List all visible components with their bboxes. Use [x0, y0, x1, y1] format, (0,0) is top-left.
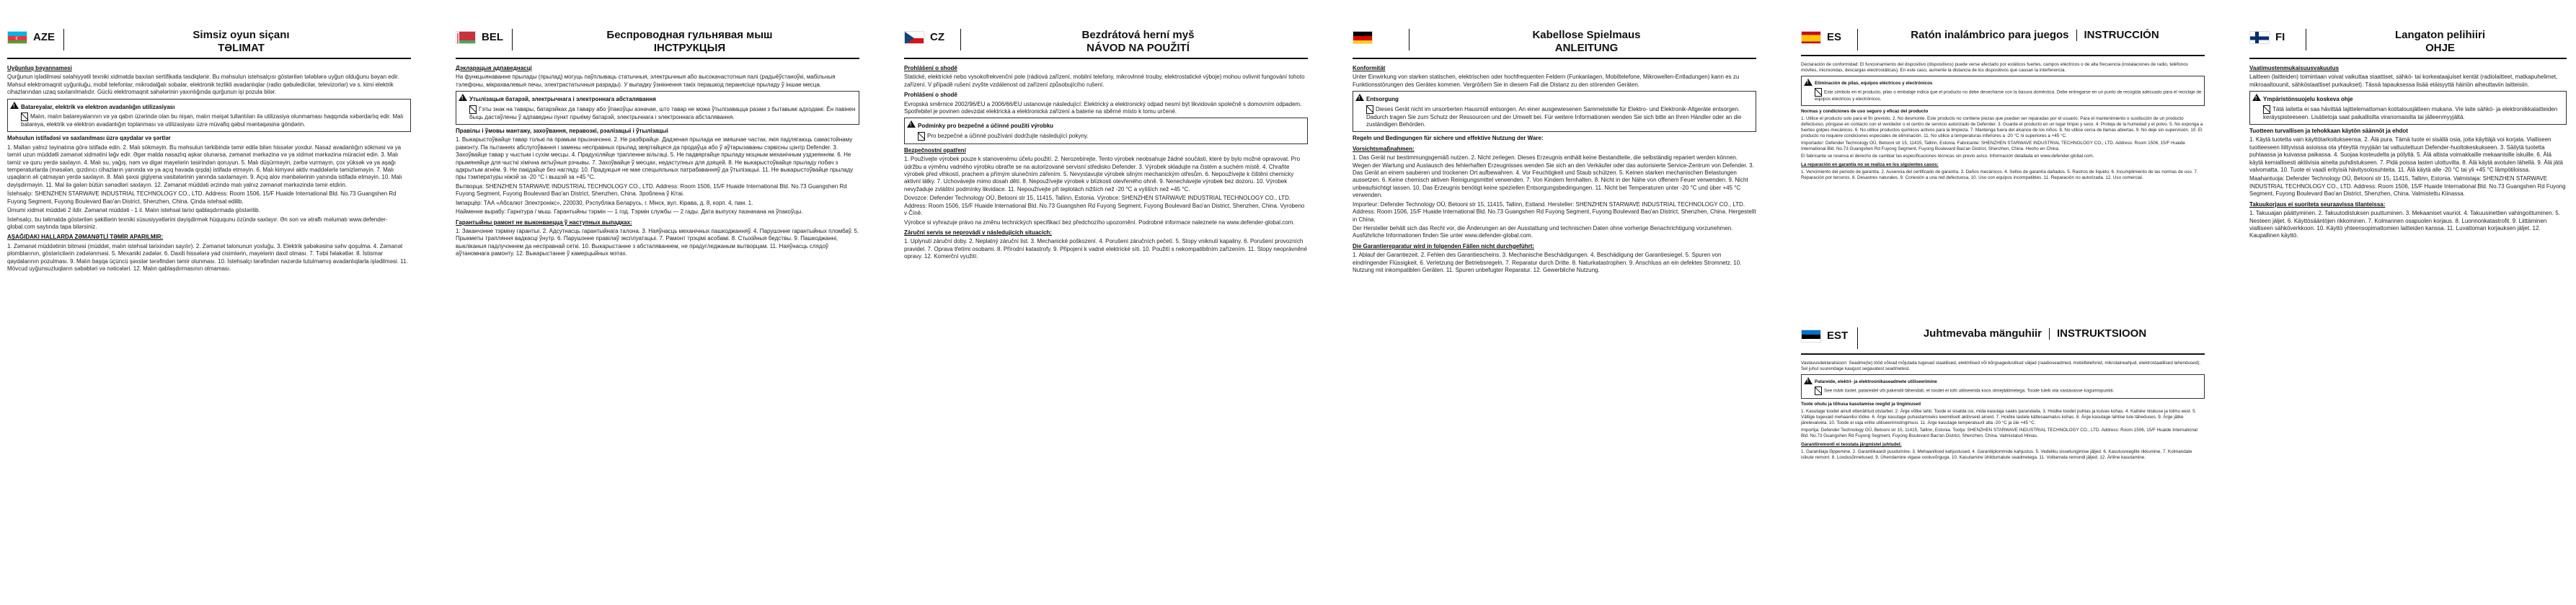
paragraph: Importeur: Defender Technology OÜ, Betooni str 15, 11415, Tallinn, Estland. Hersteller: SHENZHEN STARWAVE INDUSTRIAL TECHNOLOGY CO., LTD. Address: Room 1506, 15/F Huaide International Bld. No.73 Guangshen Rd Fuyong Segment, Fuyong Boulevard Bao'an District, Shenzhen, China. Hergestellt in China.: [1353, 200, 1756, 223]
paragraph: Laitteen (laitteiden) toimintaan voivat vaikuttaa staattiset, sähkö- tai korkeataajuiset kentät (radiolaitteet, matkapuhelimet, mikroaaltouunit, sähköstaattiset purkaukset). Tässä tapauksessa lisää etäisyyttä häiriön aiheuttaviin laitteisiin.: [2249, 74, 2558, 88]
subheading: Die Garantiereparatur wird in folgenden Fällen nicht durchgeführt:: [1353, 242, 1535, 249]
warning-text: [918, 132, 1305, 141]
section-bel: [456, 29, 859, 599]
paragraph: Імпарцёр: ТАА «Абсалют Электронікс», 220030, Рэспубліка Беларусь, г. Мінск, вул. Кірава, д. 8, корп. 4, пам. 1.: [456, 199, 753, 206]
paragraph: Maahantuoja: Defender Technology OÜ, Betooni str 15, 11415, Tallinn, Estonia. Valmistaja: SHENZHEN STARWAVE INDUSTRIAL TECHNOLOGY CO., LTD. Address: Room 1506, 15/F Huaide International Bld. No.73 Guangshen Rd Fuyong Segment, Fuyong Boulevard Bao'an District, Shenzhen, China. Valmistettu Kiinassa.: [2249, 175, 2566, 198]
warning-icon: [907, 120, 916, 128]
crossed-bin-icon: [21, 112, 28, 121]
paragraph: 1. Выкарыстоўвайце тавар толькі па прамым прызначэнні. 2. Не разбірайце. Дадзеная прылада не змяшчае частак, якія падлягаюць самастойнаму рамонту. Па пытаннях абслугоўвання і замены несправных прылад звяртайцеся да продаўца або ў аўтарызаваны сэрвісны цэнтр Defender. 3. Захоўвайце тавар у чыстым і сухім месцы. 4. Прадухіляйце трапленне вільгаці. 5. Не падвяргайце прыладу моцным механічным уздзеянням. 6. Не прымяняйце для чысткі хімічна актыўныя рэчывы. 7. Захоўвайце ў месцах, недаступных для дзяцей. 8. Не выкарыстоўвайце прыладу побач з адкрытым агнём. 9. Не пакідайце без нагляду. 10. Прадукцыя не мае спецыяльных патрабаванняў да ўтылізацыі. 11. Не выкарыстоўвайце прыладу пры тэмпературы ніжэй за -20 °C і вышэй за +45 °C.: [456, 136, 854, 181]
paragraph: Der Hersteller behält sich das Recht vor, die Änderungen an der Ausstattung und technischen Daten ohne vorherige Benachrichtigung vorzunehmen. Ausführliche Informationen finden Sie unter www.defender-global.com.: [1353, 224, 1733, 239]
language-code: EST: [1827, 330, 1849, 342]
warning-text: [469, 105, 857, 121]
paragraph: 1. Utilice el producto solo para el fin previsto. 2. No desmonte. Este producto no contiene piezas que puedan ser reparadas por el usuario. Para el mantenimiento o sustitución de un producto defectuoso, póngase en contacto con el vendedor o el centro de servicio autorizado de Defender. 3. Guarde el producto en un lugar limpio y seco. 4. Proteja de la humedad y el polvo. 5. No exponga a fuertes golpes mecánicos. 6. No utilice productos químicos activos para la limpieza. 7. Mantenga fuera del alcance de los niños. 8. No utilice cerca de llamas abiertas. 9. No deje sin supervisión. 10. El producto no requiere condiciones especiales de eliminación. 11. No utilice a temperaturas inferiores a -20 °C ni superiores a +45 °C.: [1801, 116, 2203, 138]
paragraph: 1. Uplynutí záruční doby. 2. Neplatný záruční list. 3. Mechanické poškození. 4. Porušení záručních pečetí. 5. Stopy vniknutí kapaliny. 6. Porušení provozních pravidel. 7. Oprava třetími osobami. 8. Přírodní katastrofy. 9. Připojení k vadné elektrické síti. 10. Použití s nekompatibilním zařízením. 11. Stopy neoprávněné opravy. 12. Komerční využití.: [904, 238, 1308, 260]
paragraph: Vastavusdeklaratsioon: Seadme(te) tööd võivad mõjutada tugevad staatilised, elektrilised või kõrgsageduslikud väljad (raadioseadmed, mobiiltelefonid, mikrolaineahjud, elektrostaatilised lahendused). Sel juhul suurendage kaugust segavatest seadmetest.: [1801, 361, 2200, 371]
warning-heading: Утылізацыя батарэй, электрычнага і электроннага абсталявання: [469, 96, 656, 103]
warning-box: [1353, 91, 1756, 132]
spain-flag-icon: [1801, 31, 1821, 44]
subheading: Bezpečnostní opatření: [904, 146, 966, 154]
paragraph: 1. Das Gerät nur bestimmungsgemäß nutzen. 2. Nicht zerlegen. Dieses Erzeugnis enthält keine Bestandteile, die selbständig repariert werden können. Wegen der Wartung und Austausch des fehlerhaften Erzeugnisses wenden Sie sich an den Verkäufer oder das autorisierte Service-Zentrum von Defender. 3. Das Gerät an einem sauberen und trockenen Ort aufbewahren. 4. Vor Feuchtigkeit und Staub schützen. 5. Keinen starken mechanischen Belastungen aussetzen. 6. Keine chemisch aktiven Reinigungsmittel verwenden. 7. Von Kindern fernhalten. 8. Nicht in der Nähe von offenem Feuer verwenden. 9. Nicht unbeaufsichtigt lassen. 10. Das Erzeugnis benötigt keine speziellen Entsorgungsbedingungen. 11. Nicht bei Temperaturen unter -20 °C und über +45 °C verwenden.: [1353, 154, 1754, 199]
warning-text-content: Гэты знак на тавары, батарэйках да тавару або ўпакоўцы азначае, што тавар не можа ўтылізавацца разам з бытавымі адходамі. Ён павінен быць дастаўлены ў адпаведны пункт прыёму батарэй, электрычнага і электроннага абсталявання.: [469, 105, 856, 120]
paragraph: İstehsalçı, bu təlimatda göstərilən şəkillərin texniki xüsusiyyətlərini dəyişdirmək hüququnu özündə saxlayır. Ən son və ətraflı məlumatı www.defender-global.com saytında tapa bilərsiniz.: [7, 216, 388, 230]
section-header: [2249, 29, 2567, 59]
warning-box: [1801, 374, 2205, 399]
subheading: Дэкларацыя адпаведнасці: [456, 65, 532, 71]
subheading: Takuukorjaus ei suoriteta seuraavissa tilanteissa:: [2249, 200, 2386, 208]
warning-icon: [459, 94, 467, 101]
section-cz: [904, 29, 1308, 599]
paragraph: Statické, elektrické nebo vysokofrekvenční pole (rádiová zařízení, mobilní telefony, mikrovlnné trouby, elektrostatické výboje) mohou ovlivnit fungování tohoto zařízení. V případě rušení zvyšte vzdálenost od zařízení způsobujícího rušení.: [904, 74, 1305, 88]
warning-box: [456, 91, 859, 125]
warning-text: [1366, 105, 1753, 129]
subheading: AŞAĞIDAKI HALLARDA ZƏMANƏTLİ TƏMİR APARILMIR:: [7, 234, 164, 241]
crossed-bin-icon: [469, 105, 477, 114]
paragraph: 1. Ablauf der Garantiezeit. 2. Fehlen des Garantiescheins. 3. Mechanische Beschädigungen. 4. Beschädigung der Garantiesiegel. 5. Spuren von eindringender Flüssigkeit. 6. Verletzung der Betriebsregeln. 7. Reparatur durch Dritte. 8. Naturkatastrophen. 9. Anschluss an ein defektes Stromnetz. 10. Nutzung mit inkompatiblen Geräten. 11. Spuren unbefugter Reparatur. 12. Gewerbliche Nutzung.: [1353, 252, 1742, 273]
paragraph: Importador: Defender Technology OÜ, Betooni str 15, 11415, Tallinn, Estonia. Fabricante: SHENZHEN STARWAVE INDUSTRIAL TECHNOLOGY CO., LTD. Address: Room 1506, 15/F Huaide International Bld. No.73 Guangshen Rd Fuyong Segment, Fuyong Boulevard Bao'an District, Shenzhen, China. Hecho en China.: [1801, 141, 2185, 151]
section-body: [7, 65, 411, 273]
subheading: Toote ohutu ja tõhusa kasutamise reeglid ja tingimused: [1801, 402, 1921, 407]
language-code: AZE: [33, 31, 55, 43]
warning-heading: Podmínky pro bezpečné a účinné použití výrobku: [918, 123, 1054, 130]
paragraph: Qurğunun işlədilməsi səlahiyyətli texniki xidmətdə baxılan sertifikatla təsdiqlənir. Bu məhsulun istehsalçısı göstərilən tələblərə uyğun olduğunu bəyan edir. Məhsul elektromaqnit uyğunluğu, mobil telefonlar, mikrodalğalı sobalar, elektronik tezlikli avadanlıqlar (radio qəbuledicilər, televizorlar) və s. kimi elektrik cihazlarından uzaq saxlanılmalıdır. Güclü elektromaqnit sahələrinin yaxınlığında qurğunun işi pozula bilər.: [7, 74, 399, 96]
subheading: Məhsulun istifadəsi və saxlanılması üzrə qaydalar və şərtlər: [7, 135, 171, 142]
header-divider: [960, 29, 961, 50]
warning-text-content: Malın, malın batareyalarının və ya qabın üzərində olan bu nişan, malın məişət tullantıları ilə utilizasiya olunmaması haqqında xəbərdarlıq edir. Malı batareya, elektrik və elektron avadanlığın toplanması və utilizasiyası üzrə müvafiq qəbul məntəqəsinə göndərin.: [21, 113, 404, 128]
warning-icon: [1804, 377, 1813, 384]
subheading: Prohlášení o shodě: [904, 92, 957, 99]
instruction-title: ІНСТРУКЦЫЯ: [653, 42, 726, 54]
section-header: [456, 29, 859, 59]
section-body: [456, 65, 859, 258]
warning-box: [7, 99, 411, 133]
header-divider: [63, 29, 64, 50]
paragraph: Dovozce: Defender Technology OÜ, Betooni str 15, 11415, Tallinn, Estonia. Výrobce: SHENZHEN STARWAVE INDUSTRIAL TECHNOLOGY CO., LTD. Address: Room 1506, 15/F Huaide International Bld. No.73 Guangshen Rd Fuyong Segment, Fuyong Boulevard Bao'an District, Shenzhen, China. Vyrobeno v Číně.: [904, 195, 1305, 217]
subheading: Vorsichtsmaßnahmen:: [1353, 145, 1415, 152]
paragraph: 1. Používejte výrobek pouze k stanovenému účelu použití. 2. Nerozebírejte. Tento výrobek neobsahuje žádné součásti, které by bylo možné opravovat. Pro údržbu a výměnu vadného výrobku obraťte se na autorizované servisní středisko Defender. 3. Výrobek skladujte na čistém a suchém místě. 4. Chraňte výrobek před vlhkostí, prachem a přímým slunečním zářením. 5. Nevystavujte výrobek silným mechanickým otřesům. 6. Nepoužívejte k čištění chemicky aktivní látky. 7. Uchovávejte mimo dosah dětí. 8. Nepoužívejte výrobek v blízkosti otevřeného ohně. 9. Nenechávejte výrobek bez dozoru. 10. Výrobek nevyžaduje zvláštní podmínky likvidace. 11. Nepoužívejte při teplotách nižších než -20 °C a vyšších než +45 °C.: [904, 156, 1301, 193]
language-code: BEL: [482, 31, 503, 43]
paragraph: 1. Vencimiento del periodo de garantía. 2. Ausencia del certificado de garantía. 3. Daños mecánicos. 4. Sellos de garantía dañados. 5. Rastros de líquido. 6. Incumplimiento de las normas de uso. 7. Reparación por terceros. 8. Desastres naturales. 9. Conexión a una red defectuosa. 10. Uso con equipos incompatibles. 11. Reparación no autorizada. 12. Uso comercial.: [1801, 169, 2198, 180]
section-header: [1801, 327, 2205, 355]
paragraph: 1. Garantiiaja lõppemine. 2. Garantiikaardi puudumine. 3. Mehaanilised kahjustused. 4. Garantiiplommide kahjustus. 5. Vedeliku sissetungimise jäljed. 6. Kasutusreeglite rikkumine. 7. Kolmandate isikute remont. 8. Loodusõnnetused. 9. Ühendamine vigase vooluvõrguga. 10. Kasutamine ühildumatute seadmetega. 11. Volitamata remondi jäljed. 12. Äriline kasutamine.: [1801, 449, 2192, 460]
paragraph: Найменне вырабу: Гарнітура / мыш. Гарантыйны тэрмін — 1 год. Тэрмін службы — 2 гады. Дата выпуску пазначана на ўпакоўцы.: [456, 208, 803, 216]
subheading: Regeln und Bedingungen für sichere und effektive Nutzung der Ware:: [1353, 135, 1544, 142]
section-body: [2249, 65, 2567, 240]
warning-heading: Entsorgung: [1366, 96, 1399, 103]
section-header: [7, 29, 411, 59]
warning-heading: Batareyalar, elektrik və elektron avadanlığın utilizasiyası: [21, 103, 175, 110]
product-title: Bezdrátová herní myš: [1081, 29, 1195, 41]
paragraph: 1. Takuuajan päättyminen. 2. Takuutodistuksen puuttuminen. 3. Mekaaniset vauriot. 4. Takuusinettien vahingoittuminen. 5. Nesteen jäljet. 6. Käyttösääntöjen rikkominen. 7. Kolmannen osapuolen korjaus. 8. Luonnonkatastrofit. 9. Liittäminen vialliseen sähköverkkoon. 10. Käyttö yhteensopimattomien laitteiden kanssa. 11. Luvattoman korjauksen jäljet. 12. Kaupallinen käyttö.: [2249, 210, 2560, 239]
paragraph: Ümumi xidmət müddəti 2 ildir. Zəmanət müddəti - 1 il. Malın istehsal tarixi qablaşdırmada göstərilib.: [7, 207, 260, 214]
subheading: Tuotteen turvallisen ja tehokkaan käytön säännöt ja ehdot: [2249, 128, 2408, 135]
column-es-est: [1801, 29, 2205, 599]
subheading: Vaatimustenmukaisuusvakuutus: [2249, 65, 2340, 71]
belarus-flag-icon: [456, 31, 476, 44]
product-title: Ratón inalámbrico para juegos: [1911, 29, 2069, 41]
section-est: [1801, 327, 2205, 594]
germany-flag-icon: [1353, 31, 1373, 44]
section-header: [1801, 29, 2205, 56]
warning-text-content: Pro bezpečné a účinné používání dodržujte následující pokyny.: [927, 132, 1089, 139]
paragraph: На функцыянаванне прылады (прылад) могуць паўплываць статычныя, электрычныя або высокачастотныя палі (радыёўстаноўкі, мабільныя тэлефоны, мікрахвалевыя печы, электрастатычныя разрады). У выпадку ўзнікнення такіх перашкод перанясіце прыладу ў іншае месца.: [456, 74, 836, 88]
warning-icon: [10, 102, 19, 109]
warning-box: [904, 118, 1308, 143]
paragraph: 1. Käytä tuotetta vain käyttötarkoitukseensa. 2. Älä pura. Tämä tuote ei sisällä osia, joita käyttäjä voi korjata. Vialliseen tuotteeseen liittyvissä asioissa ota yhteyttä myyjään tai valtuutettuun Defender-huoltokeskukseen. 3. Säilytä tuotetta puhtaassa ja kuivassa paikassa. 4. Suojaa kosteudelta ja pölyltä. 5. Älä altista voimakkaille mekaanisille iskuille. 6. Älä käytä kemiallisesti aktiivisia aineita puhdistukseen. 7. Pidä poissa lasten ulottuvilta. 8. Älä käytä avotulen lähellä. 9. Älä jätä valvomatta. 10. Tuote ei vaadi erityisiä hävitysolosuhteita. 11. Älä käytä alle -20 °C tai yli +45 °C lämpötiloissa.: [2249, 136, 2563, 174]
warning-text-content: Tätä laitetta ei saa hävittää lajittelemattoman kotitalousjätteen mukana. Vie laite sähkö- ja elektroniikkalaitteiden keräyspisteeseen. Lisätietoja saat paikallisilta viranomaisilta tai jälleenmyyjältä.: [2263, 105, 2558, 120]
warning-text-content: See märk tootel, patareidel või pakendil tähendab, et toodet ei tohi utiliseerida koos olmejäätmetega. Toode tuleb viia vastavasse kogumispunkti.: [1824, 388, 2115, 394]
section-es: [1801, 29, 2205, 324]
subheading: La reparación en garantía no se realiza en los siguientes casos:: [1801, 162, 1939, 167]
product-title: Langaton pelihiiri: [2394, 29, 2485, 41]
paragraph: İstehsalçı: SHENZHEN STARWAVE INDUSTRIAL TECHNOLOGY CO., LTD. Address: Room 1506, 15/F Huaide International Bld. No.73 Guangshen Rd Fuyong Segment, Fuyong Boulevard Bao'an District, Shenzhen, China. Çinda istehsal edilib.: [7, 190, 397, 205]
warning-heading: Eliminación de pilas, equipos eléctricos y electrónicos: [1815, 81, 1933, 86]
section-fi: [2249, 29, 2567, 599]
paragraph: El fabricante se reserva el derecho de cambiar las especificaciones técnicas sin previo aviso. Información detallada en www.defender-global.com.: [1801, 154, 2094, 159]
section-de: [1353, 29, 1756, 599]
warning-text: [21, 112, 408, 128]
paragraph: 1. Zəmanət müddətinin bitməsi (müddət, malın istehsal tarixindən sayılır). 2. Zəmanət talonunun yoxluğu. 3. Elektrik şəbəkəsinə səhv qoşulma. 4. Zəmanət plomblarının, göstəricilərin zədələnməsi. 5. Mexaniki zədələr. 6. Daxili hissələrə yad cisimlərin, mayelərin daxil olması. 7. Təbii fəlakətlər. 8. İstismar qaydalarının pozulması. 9. Malın başqa üçüncü şəxslər tərəfindən təmir olunması. 10. İstehsalçı tərəfindən nəzərdə tutulmamış avadanlıqlarla işlədilməsi. 11. Mövcud uyğunsuzluqların səbəbləri və nəticələri. 12. Malın qablaşdırmasının olmaması.: [7, 242, 408, 272]
paragraph: Importija: Defender Technology OÜ, Betooni str 15, 11415, Tallinn, Estonia. Tootja: SHENZHEN STARWAVE INDUSTRIAL TECHNOLOGY CO., LTD. Address: Room 1506, 15/F Huaide International Bld. No.73 Guangshen Rd Fuyong Segment, Fuyong Boulevard Bao'an District, Shenzhen, China. Valmistatud Hiinas.: [1801, 428, 2197, 438]
warning-text-content: Este símbolo en el producto, pilas o embalaje indica que el producto no debe desecharse con la basura doméstica. Debe entregarse en un punto de recogida adecuado para el reciclaje de equipos eléctricos y electrónicos.: [1815, 89, 2202, 102]
header-divider: [512, 29, 513, 50]
paragraph: Výrobce si vyhrazuje právo na změnu technických specifikací bez předchozího upozornění. Podrobné informace naleznete na www.defender-global.com.: [904, 218, 1295, 226]
finland-flag-icon: [2249, 31, 2270, 44]
paragraph: Declaración de conformidad: El funcionamiento del dispositivo (dispositivos) puede verse afectado por estáticos fuertes, campos eléctricos o de alta frecuencia (instalaciones de radio, teléfonos móviles, microondas, descargas electrostáticas). En este caso, aumente la distancia de los dispositivos que causan la interferencia.: [1801, 62, 2188, 73]
warning-heading: Ympäristönsuojelu koskeva ohje: [2263, 96, 2353, 103]
paragraph: Вытворца: SHENZHEN STARWAVE INDUSTRIAL TECHNOLOGY CO., LTD. Address: Room 1506, 15/F Huaide International Bld. No.73 Guangshen Rd Fuyong Segment, Fuyong Boulevard Bao'an District, Shenzhen, China. Зроблена ў Кітаі.: [456, 182, 847, 198]
subheading: Uyğunluq bəyannaməsi: [7, 65, 72, 71]
warning-heading: Patareide, elektri- ja elektroonikaseadmete utiliseerimine: [1815, 379, 1937, 384]
section-body: [1353, 65, 1756, 274]
subheading: Záruční servis se neprovádí v následujících situacích:: [904, 229, 1052, 236]
estonia-flag-icon: [1801, 330, 1821, 343]
instruction-title: ANLEITUNG: [1554, 42, 1619, 54]
header-divider: [1857, 29, 1858, 50]
section-header: [904, 29, 1308, 59]
subheading: Гарантыйны рамонт не выконваецца ў наступных выпадках:: [456, 218, 632, 226]
paragraph: 1. Malları yalnız təyinatına görə istifadə edin. 2. Malı sökməyin. Bu məhsulun tərkibində təmir edilə bilən hissələr yoxdur. Nasaz avadanlığın sökməsi və ya təmiri uzun müddətli zəmanət xidmətini ləğv edir. Əgər malda nasazlıq aşkar olunarsa, zəmanət mərkəzinə və ya xidmət mərkəzinə müraciət edin. 3. Malı təmiz və quru yerdə saxlayın. 4. Malı su, yağış, nəm və digər mayelərin təsirindən qoruyun. 5. Malı düşürməyin, zərbə vurmayın, çox yüksək və ya aşağı temperaturlarda (məsələn, qızdırıcı cihazların yanında və ya açıq havada qışda) istifadə etməyin. 6. Malı kimyəvi aktiv maddələrlə təmizləməyin. 7. Malı uşaqların əli çatmayan yerdə saxlayın. 8. Malı şəxsi gigiyena vasitələrinin yanında saxlamayın. 9. Açıq alov mənbələrinin yanında istifadə etməyin. 10. Malı dəyişdirməyin. 11. Mal ilə gələn bütün sənədləri saxlayın. 12. Zəmanət müddəti ərzində malı yalnız zəmanət mərkəzində təmir etdirin.: [7, 143, 402, 188]
product-title: Simsiz oyun siçanı: [192, 29, 290, 41]
product-title: Juhtmevaba mänguhiir: [1923, 327, 2042, 340]
product-title: Беспроводная гульнявая мыш: [606, 29, 773, 41]
subheading: Правілы і ўмовы мантажу, захоўвання, перавозкі, рэалізацыі і ўтылізацыі: [456, 128, 668, 135]
product-title: Kabellose Spielmaus: [1532, 29, 1641, 41]
crossed-bin-icon: [1815, 387, 1822, 395]
instruction-title: NÁVOD NA POUŽITÍ: [1086, 42, 1190, 54]
warning-box: [2249, 91, 2567, 125]
warning-text: [2263, 105, 2564, 121]
title-separator: [2049, 328, 2050, 340]
warning-text-content: Dieses Gerät nicht im unsortierten Hausmüll entsorgen. An einer ausgewiesenen Sammelstelle für Elektro- und Elektronik-Altgeräte entsorgen. Dadurch tragen Sie zum Schutz der Ressourcen und der Umwelt bei. Für weitere Informationen wenden Sie sich bitte an Ihren Händler oder an die zuständigen Behörden.: [1366, 105, 1742, 128]
paragraph: Unter Einwirkung von starken statischen, elektrischen oder hochfrequenten Feldern (Funkanlagen, Mobiltelefone, Mikrowellen-Entladungen) kann es zu Funktionsstörungen des Gerätes kommen. Vergrößern Sie in diesem Fall die Distanz zu den störenden Geräten.: [1353, 74, 1740, 88]
crossed-bin-icon: [1366, 105, 1373, 114]
crossed-bin-icon: [1815, 88, 1822, 97]
warning-box: [1801, 76, 2205, 106]
warning-icon: [2252, 94, 2261, 101]
czech-flag-icon: [904, 31, 924, 44]
language-code: CZ: [930, 31, 944, 43]
instruction-title: INSTRUCCIÓN: [2084, 29, 2159, 41]
subheading: Garantiiremonti ei teostata järgmistel juhtudel:: [1801, 442, 1902, 447]
paragraph: 1. Заканчэнне тэрміну гарантыі. 2. Адсутнасць гарантыйнага талона. 3. Наяўнасць механічных пашкоджанняў. 4. Парушэнне гарантыйных пломбаў. 5. Прыкметы трапляння вадкасці ўнутр. 6. Парушэнне правілаў эксплуатацыі. 7. Рамонт трэцімі асобамі. 8. Стыхійныя бедствы. 9. Пашкоджанні, выкліканыя падлучэннем да несправнай сеткі. 10. Выкарыстанне з абсталяваннем, не прадугледжаным вытворцам. 11. Наяўнасць слядоў аўтаномнага рамонту. 12. Выкарыстанне ў камерцыйных мэтах.: [456, 227, 859, 257]
section-aze: [7, 29, 411, 599]
language-code: FI: [2275, 31, 2285, 43]
section-header: [1353, 29, 1756, 59]
subheading: Normas y condiciones de uso seguro y eficaz del producto: [1801, 109, 1929, 114]
section-body: [904, 65, 1308, 261]
subheading: Konformität: [1353, 65, 1386, 71]
title-separator: [2076, 30, 2077, 41]
azerbaijan-flag-icon: [7, 31, 27, 44]
language-code: ES: [1827, 31, 1842, 43]
crossed-bin-icon: [2263, 105, 2270, 114]
warning-text: [1815, 387, 2202, 395]
instruction-title: INSTRUKTSIOON: [2057, 327, 2147, 340]
section-body: [1801, 62, 2205, 181]
header-divider: [1857, 327, 1858, 349]
warning-icon: [1355, 94, 1364, 101]
instruction-title: TƏLIMAT: [218, 42, 265, 54]
instruction-title: OHJE: [2425, 42, 2455, 54]
crossed-bin-icon: [918, 132, 925, 141]
subheading: Prohlášení o shodě: [904, 65, 957, 71]
warning-icon: [1804, 79, 1813, 86]
paragraph: Evropská směrnice 2002/96/EU a 2006/66/EU ustanovuje následující: Elektrický a elektronický odpad nesmí být likvidován společně s domovním odpadem. Spotřebitel je povinen odevzdat elektrická a elektronická zařízení a baterie na sběrné místo k tomu určené.: [904, 100, 1302, 115]
warning-text: [1815, 88, 2202, 102]
paragraph: 1. Kasutage toodet ainult ettenähtud otstarbel. 2. Ärge võtke lahti. Toode ei sisalda osi, mida kasutaja saaks parandada. 3. Hoidke toodet puhtas ja kuivas kohas. 4. Kaitske niiskuse ja tolmu eest. 5. Vältige tugevaid mehaanilisi lööke. 6. Ärge kasutage puhastamiseks keemiliselt aktiivseid aineid. 7. Hoidke lastele kättesaamatus kohas. 8. Ärge kasutage lahtise tule läheduses. 9. Ärge jätke järelevalveta. 10. Toode ei vaja erilisi utiliseerimistingimusi. 11. Ärge kasutage temperatuuril alla -20 °C ja üle +45 °C.: [1801, 409, 2197, 425]
section-body: [1801, 361, 2205, 461]
